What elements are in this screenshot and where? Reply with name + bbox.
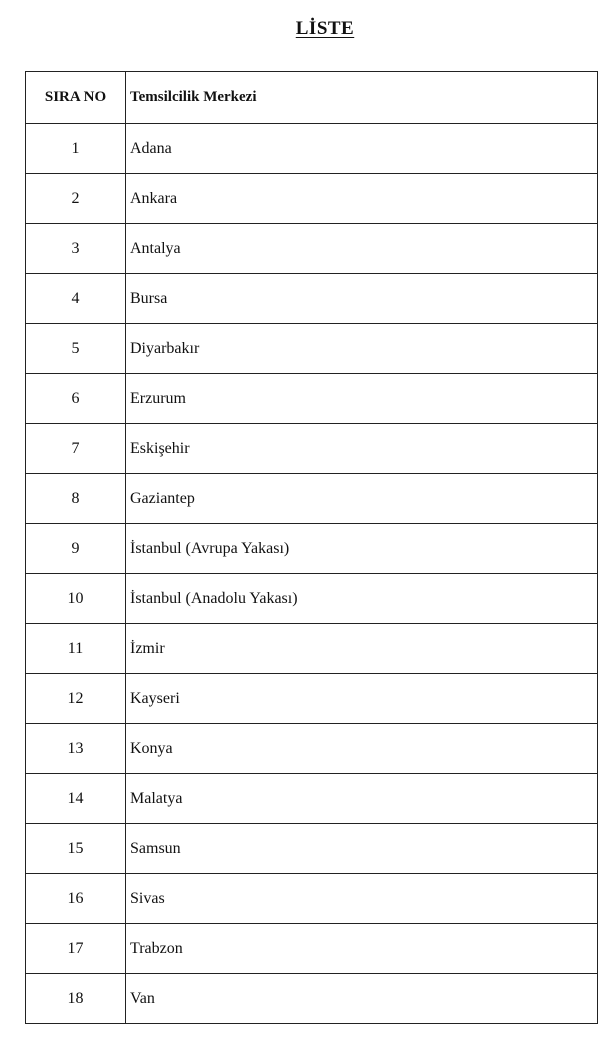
row-number: 4 bbox=[26, 274, 126, 324]
row-number: 15 bbox=[26, 824, 126, 874]
row-center-name: İstanbul (Avrupa Yakası) bbox=[126, 524, 598, 574]
table-row bbox=[26, 824, 598, 874]
table-row bbox=[26, 474, 598, 524]
row-number: 3 bbox=[26, 224, 126, 274]
table-row bbox=[26, 274, 598, 324]
row-center-name: Eskişehir bbox=[126, 424, 598, 474]
row-center-name: Gaziantep bbox=[126, 474, 598, 524]
row-number: 18 bbox=[26, 974, 126, 1024]
table-row bbox=[26, 624, 598, 674]
row-number: 11 bbox=[26, 624, 126, 674]
row-number: 13 bbox=[26, 724, 126, 774]
row-center-name: Samsun bbox=[126, 824, 598, 874]
row-center-name: Kayseri bbox=[126, 674, 598, 724]
row-center-name: Malatya bbox=[126, 774, 598, 824]
row-number: 17 bbox=[26, 924, 126, 974]
row-center-name: Konya bbox=[126, 724, 598, 774]
row-center-name: Trabzon bbox=[126, 924, 598, 974]
table-row bbox=[26, 424, 598, 474]
table-row bbox=[26, 974, 598, 1024]
row-number: 12 bbox=[26, 674, 126, 724]
row-center-name: İzmir bbox=[126, 624, 598, 674]
table-row bbox=[26, 374, 598, 424]
table-row bbox=[26, 174, 598, 224]
row-center-name: Adana bbox=[126, 124, 598, 174]
table-row bbox=[26, 124, 598, 174]
row-number: 5 bbox=[26, 324, 126, 374]
row-number: 16 bbox=[26, 874, 126, 924]
row-number: 6 bbox=[26, 374, 126, 424]
table-header-row bbox=[26, 72, 598, 124]
row-number: 8 bbox=[26, 474, 126, 524]
row-number: 9 bbox=[26, 524, 126, 574]
row-center-name: İstanbul (Anadolu Yakası) bbox=[126, 574, 598, 624]
row-number: 2 bbox=[26, 174, 126, 224]
representation-centers-table bbox=[25, 71, 598, 1024]
page-title: LİSTE bbox=[295, 18, 355, 39]
row-center-name: Antalya bbox=[126, 224, 598, 274]
row-center-name: Sivas bbox=[126, 874, 598, 924]
table-row bbox=[26, 924, 598, 974]
row-center-name: Bursa bbox=[126, 274, 598, 324]
row-number: 1 bbox=[26, 124, 126, 174]
header-temsilcilik-merkezi: Temsilcilik Merkezi bbox=[126, 72, 598, 124]
row-center-name: Van bbox=[126, 974, 598, 1024]
table-row bbox=[26, 574, 598, 624]
row-number: 14 bbox=[26, 774, 126, 824]
row-number: 10 bbox=[26, 574, 126, 624]
table-row bbox=[26, 224, 598, 274]
row-center-name: Diyarbakır bbox=[126, 324, 598, 374]
table-row bbox=[26, 524, 598, 574]
table-row bbox=[26, 874, 598, 924]
header-sira-no: SIRA NO bbox=[26, 72, 126, 124]
table-row bbox=[26, 774, 598, 824]
row-center-name: Ankara bbox=[126, 174, 598, 224]
table-row bbox=[26, 324, 598, 374]
row-number: 7 bbox=[26, 424, 126, 474]
table-row bbox=[26, 724, 598, 774]
table-row bbox=[26, 674, 598, 724]
row-center-name: Erzurum bbox=[126, 374, 598, 424]
